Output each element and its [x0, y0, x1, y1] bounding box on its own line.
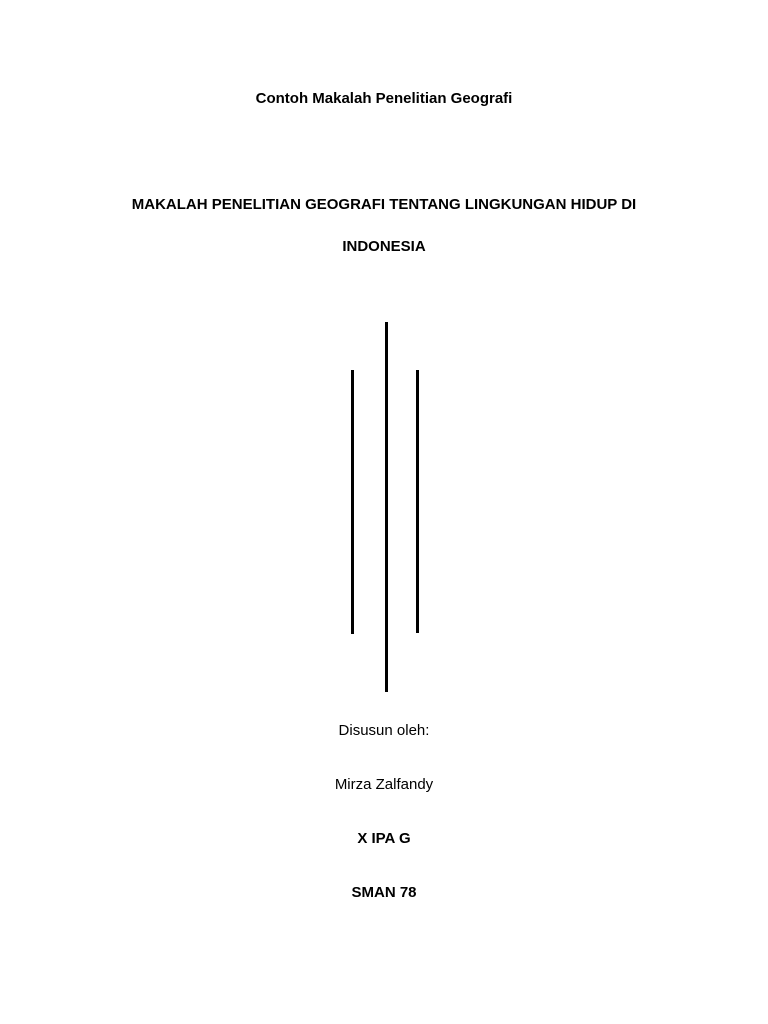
right-vertical-line — [416, 370, 419, 633]
document-heading: Contoh Makalah Penelitian Geografi — [255, 90, 513, 107]
author-name: Mirza Zalfandy — [334, 776, 434, 793]
prepared-by-label: Disusun oleh: — [338, 722, 430, 739]
center-vertical-line — [385, 322, 388, 692]
cover-title-line-1: MAKALAH PENELITIAN GEOGRAFI TENTANG LINGKUNGAN HIDUP DI — [131, 196, 637, 213]
cover-title-line-2: INDONESIA — [342, 238, 426, 255]
class-name: X IPA G — [357, 830, 411, 847]
left-vertical-line — [351, 370, 354, 634]
school-name: SMAN 78 — [351, 884, 417, 901]
